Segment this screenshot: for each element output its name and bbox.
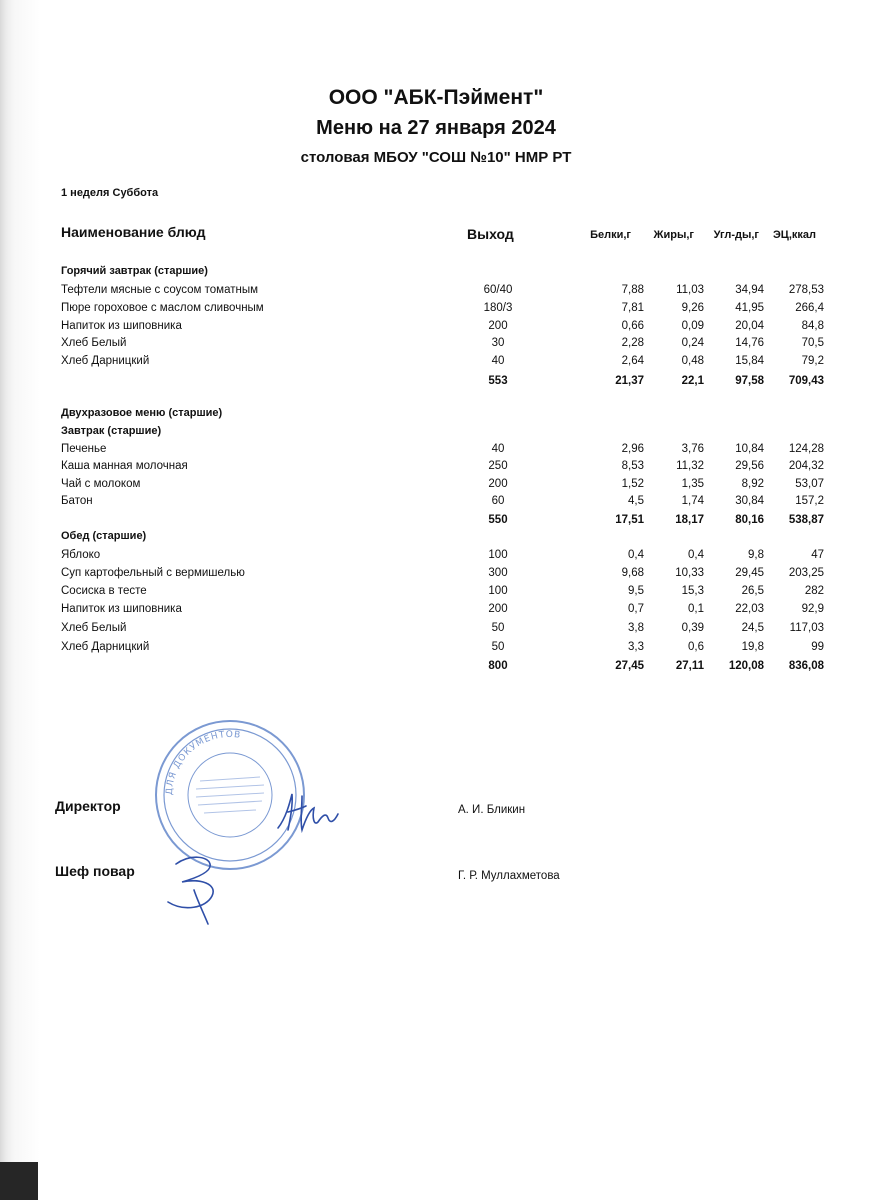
dish-name: Пюре гороховое с маслом сливочным (61, 302, 264, 314)
dish-name: Каша манная молочная (61, 460, 188, 472)
dish-energy: 117,03 (789, 622, 824, 634)
company-title: ООО "АБК-Пэймент" (328, 86, 544, 109)
dish-fat: 0,1 (688, 603, 704, 615)
dish-fat: 10,33 (675, 567, 704, 579)
school-subtitle: столовая МБОУ "СОШ №10" НМР РТ (300, 149, 572, 166)
dish-energy: 266,4 (795, 302, 824, 314)
section-title-two-meal: Двухразовое меню (старшие) (61, 407, 223, 419)
dish-fat: 11,03 (676, 284, 704, 296)
dish-output: 60/40 (483, 284, 513, 296)
section-title-hot-breakfast: Горячий завтрак (старшие) (61, 265, 208, 277)
dish-protein: 9,68 (621, 567, 644, 579)
dish-energy: 47 (811, 549, 824, 561)
dish-output: 50 (491, 622, 505, 634)
dish-fat: 1,35 (681, 478, 704, 490)
table-row (0, 495, 872, 511)
director-signature (272, 788, 342, 838)
section-title-breakfast: Завтрак (старшие) (61, 425, 162, 437)
total-carbs: 80,16 (735, 514, 764, 526)
dish-protein: 9,5 (628, 585, 644, 597)
dish-carbs: 15,84 (735, 355, 764, 367)
dish-carbs: 10,84 (735, 443, 764, 455)
dish-carbs: 34,94 (735, 284, 764, 296)
director-name: А. И. Бликин (458, 804, 526, 816)
menu-date-title: Меню на 27 января 2024 (316, 117, 556, 139)
dish-energy: 79,2 (801, 355, 824, 367)
scan-corner-mark (0, 1162, 38, 1200)
dish-name: Сосиска в тесте (61, 585, 147, 597)
dish-fat: 3,76 (681, 443, 704, 455)
dish-name: Чай с молоком (61, 478, 141, 490)
table-row (0, 320, 872, 336)
dish-fat: 0,39 (681, 622, 704, 634)
dish-energy: 204,32 (788, 460, 824, 472)
dish-fat: 11,32 (676, 460, 704, 472)
dish-protein: 2,96 (621, 443, 644, 455)
column-header-output: Выход (467, 226, 514, 242)
dish-protein: 3,8 (628, 622, 644, 634)
dish-fat: 9,26 (681, 302, 704, 314)
dish-protein: 0,66 (621, 320, 644, 332)
dish-protein: 3,3 (628, 641, 644, 653)
dish-carbs: 24,5 (741, 622, 764, 634)
dish-output: 200 (488, 603, 508, 615)
total-output: 800 (488, 660, 508, 672)
dish-name: Суп картофельный с вермишелью (61, 567, 245, 579)
table-row (0, 302, 872, 318)
dish-energy: 282 (804, 585, 824, 597)
total-fat: 18,17 (675, 514, 704, 526)
table-row (0, 641, 872, 657)
dish-energy: 278,53 (788, 284, 824, 296)
section-title-lunch: Обед (старшие) (61, 530, 147, 542)
total-row (0, 375, 872, 391)
dish-output: 40 (491, 443, 505, 455)
column-header-name: Наименование блюд (61, 224, 206, 240)
dish-carbs: 14,76 (735, 337, 764, 349)
table-row (0, 355, 872, 371)
dish-carbs: 29,56 (735, 460, 764, 472)
dish-carbs: 29,45 (735, 567, 764, 579)
column-header-protein: Белки,г (590, 229, 631, 241)
total-fat: 22,1 (681, 375, 704, 387)
total-protein: 21,37 (615, 375, 644, 387)
column-header-energy: ЭЦ,ккал (772, 229, 816, 241)
dish-carbs: 22,03 (735, 603, 764, 615)
dish-energy: 203,25 (788, 567, 824, 579)
dish-output: 100 (488, 585, 508, 597)
dish-name: Печенье (61, 443, 107, 455)
week-label: 1 неделя Суббота (61, 187, 159, 199)
dish-carbs: 19,8 (741, 641, 764, 653)
director-label: Директор (55, 798, 121, 814)
dish-output: 200 (488, 478, 508, 490)
dish-output: 60 (491, 495, 505, 507)
dish-output: 250 (488, 460, 508, 472)
total-protein: 27,45 (615, 660, 644, 672)
table-row (0, 585, 872, 601)
dish-protein: 2,28 (621, 337, 644, 349)
total-carbs: 120,08 (728, 660, 764, 672)
dish-name: Хлеб Дарницкий (61, 641, 150, 653)
dish-name: Батон (61, 495, 93, 507)
dish-fat: 0,6 (688, 641, 704, 653)
table-row (0, 549, 872, 565)
dish-carbs: 41,95 (735, 302, 764, 314)
dish-energy: 53,07 (795, 478, 824, 490)
dish-output: 40 (491, 355, 505, 367)
dish-output: 30 (491, 337, 505, 349)
dish-carbs: 20,04 (735, 320, 764, 332)
total-carbs: 97,58 (735, 375, 764, 387)
dish-protein: 4,5 (628, 495, 644, 507)
column-header-carbs: Угл-ды,г (713, 229, 759, 241)
dish-output: 180/3 (483, 302, 513, 314)
dish-fat: 0,24 (681, 337, 704, 349)
dish-protein: 1,52 (621, 478, 644, 490)
dish-output: 100 (488, 549, 508, 561)
table-row (0, 478, 872, 494)
total-protein: 17,51 (615, 514, 644, 526)
table-row (0, 603, 872, 619)
dish-name: Напиток из шиповника (61, 603, 182, 615)
dish-protein: 2,64 (621, 355, 644, 367)
dish-fat: 0,09 (681, 320, 704, 332)
table-row (0, 567, 872, 583)
total-energy: 709,43 (788, 375, 824, 387)
dish-energy: 70,5 (801, 337, 824, 349)
dish-protein: 0,4 (628, 549, 644, 561)
dish-output: 200 (488, 320, 508, 332)
dish-carbs: 30,84 (735, 495, 764, 507)
dish-protein: 7,81 (621, 302, 644, 314)
dish-name: Хлеб Белый (61, 337, 127, 349)
total-output: 550 (488, 514, 508, 526)
table-row (0, 337, 872, 353)
table-row (0, 622, 872, 638)
dish-energy: 92,9 (801, 603, 824, 615)
dish-energy: 124,28 (788, 443, 824, 455)
dish-name: Напиток из шиповника (61, 320, 182, 332)
total-row (0, 514, 872, 530)
total-fat: 27,11 (675, 660, 704, 672)
table-row (0, 443, 872, 459)
dish-output: 50 (491, 641, 505, 653)
column-header-fat: Жиры,г (653, 229, 694, 241)
chef-signature (160, 850, 230, 930)
chef-name: Г. Р. Муллахметова (458, 870, 560, 882)
chef-label: Шеф повар (55, 863, 135, 879)
dish-name: Тефтели мясные с соусом томатным (61, 284, 259, 296)
dish-fat: 1,74 (681, 495, 704, 507)
total-row (0, 660, 872, 676)
dish-energy: 84,8 (801, 320, 824, 332)
stamp-text: ДЛЯ ДОКУМЕНТОВ (164, 729, 242, 796)
dish-name: Хлеб Дарницкий (61, 355, 150, 367)
total-energy: 836,08 (788, 660, 824, 672)
dish-energy: 99 (811, 641, 824, 653)
dish-protein: 0,7 (628, 603, 644, 615)
dish-protein: 8,53 (621, 460, 644, 472)
table-row (0, 284, 872, 300)
dish-output: 300 (488, 567, 508, 579)
dish-carbs: 9,8 (748, 549, 764, 561)
dish-carbs: 26,5 (741, 585, 764, 597)
dish-name: Яблоко (61, 549, 101, 561)
total-energy: 538,87 (788, 514, 824, 526)
dish-fat: 0,48 (681, 355, 704, 367)
dish-fat: 15,3 (681, 585, 704, 597)
table-row (0, 460, 872, 476)
dish-energy: 157,2 (795, 495, 824, 507)
dish-name: Хлеб Белый (61, 622, 127, 634)
dish-carbs: 8,92 (741, 478, 764, 490)
dish-fat: 0,4 (688, 549, 704, 561)
total-output: 553 (488, 375, 508, 387)
dish-protein: 7,88 (621, 284, 644, 296)
